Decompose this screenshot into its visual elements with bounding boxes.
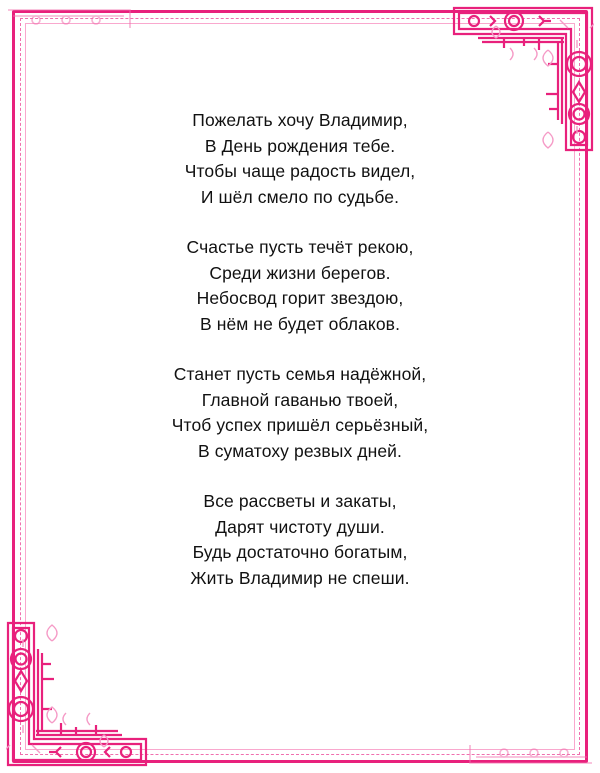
poem-line: Пожелать хочу Владимир, [192,110,408,130]
poem-line: Чтоб успех пришёл серьёзный, [171,415,429,435]
poem-line: Счастье пусть течёт рекою, [186,237,414,257]
poem-line: В День рождения тебе. [204,135,396,156]
poem-text [0,108,600,591]
poem-line: Небосвод горит звездою, [196,288,404,308]
poem-line: Все рассветы и закаты, [203,491,397,511]
poem-line: Чтобы чаще радость видел, [184,161,416,181]
poem-stanza [0,489,600,591]
poem-stanza [0,235,600,337]
poem-line: Жить Владимир не спеши. [190,567,410,588]
poem-line: Дарят чистоту души. [215,516,385,537]
poem-stanza [0,108,600,210]
poem-line: В суматоху резвых дней. [197,440,403,461]
poem-line: Среди жизни берегов. [209,262,391,283]
poem-line: В нём не будет облаков. [199,313,401,334]
poem-line: И шёл смело по судьбе. [200,186,400,207]
poem-stanza [0,362,600,464]
poem-line: Будь достаточно богатым, [192,542,408,562]
poem-line: Станет пусть семья надёжной, [173,364,427,384]
poem-line: Главной гаванью твоей, [201,389,399,410]
